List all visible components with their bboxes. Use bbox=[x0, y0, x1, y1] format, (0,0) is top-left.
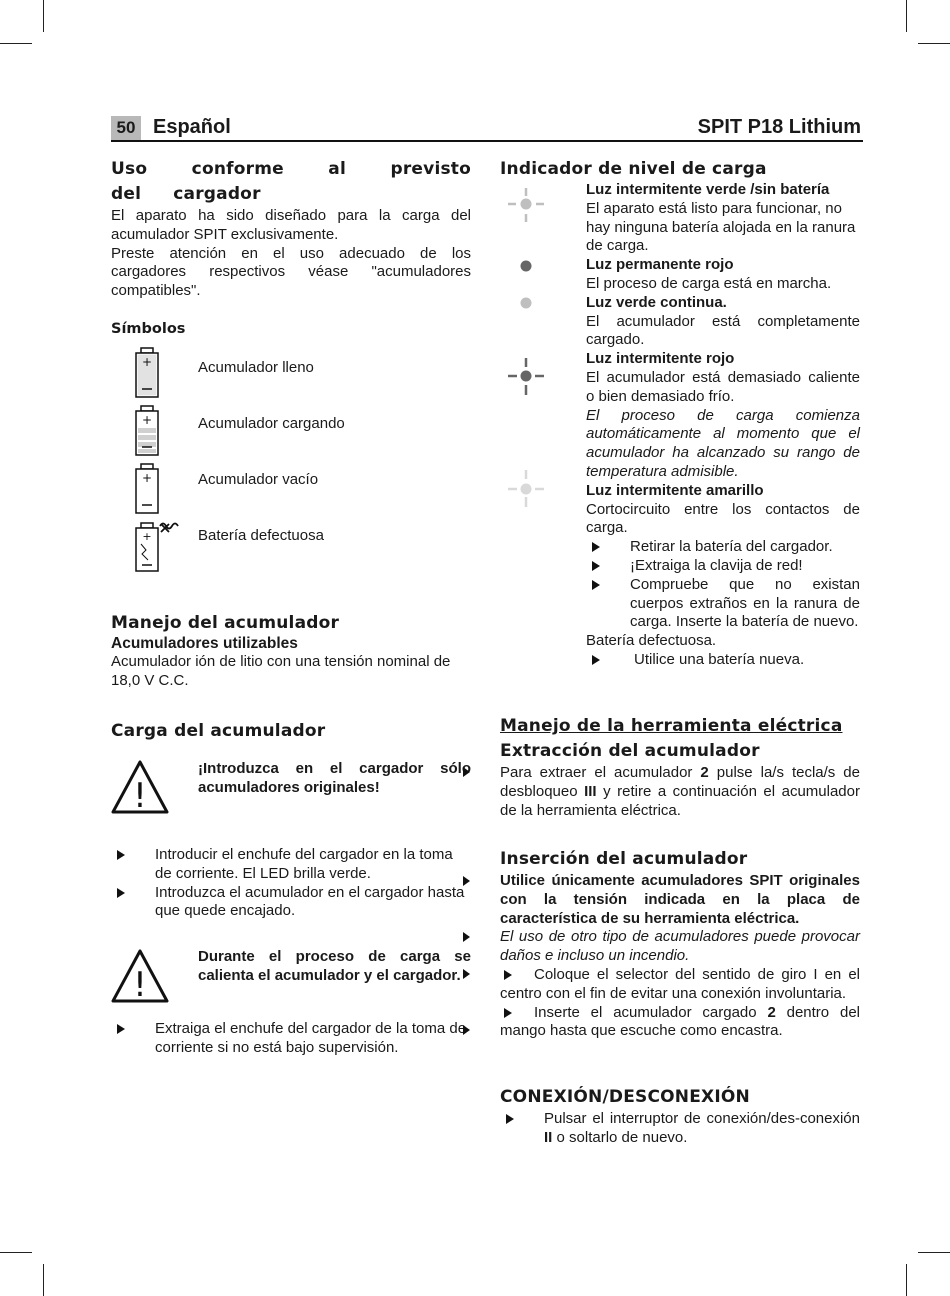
battery-charging-icon bbox=[133, 405, 161, 457]
arrow-mark bbox=[463, 767, 470, 777]
header-rule bbox=[111, 140, 863, 142]
green-steady-led-icon bbox=[518, 296, 534, 310]
crop-mark bbox=[918, 1252, 950, 1253]
battery-handling-heading: Manejo del acumulador bbox=[111, 613, 340, 633]
list-item: ¡Extraiga la clavija de red! bbox=[586, 557, 860, 576]
battery-removal-heading: Extracción del acumulador bbox=[500, 741, 760, 761]
list-item: Utilice una batería nueva. bbox=[586, 651, 860, 670]
charging-heading: Carga del acumulador bbox=[111, 721, 326, 741]
language-label: Español bbox=[153, 116, 231, 138]
crop-mark bbox=[918, 43, 950, 44]
red-blinking-led-icon bbox=[506, 356, 546, 398]
green-blink-text: El aparato está listo para funcionar, no hay ninguna batería alojada en la ranura de carga. bbox=[586, 199, 856, 255]
insertion-step-2: Inserte el acumulador cargado 2 dentro del mango hasta que escuche como encastra. bbox=[500, 1003, 860, 1040]
crop-mark bbox=[43, 1264, 44, 1296]
led-descriptions bbox=[586, 181, 860, 670]
power-tool-heading: Manejo de la herramienta eléctrica bbox=[500, 716, 843, 736]
red-blink-text: El acumulador está demasiado caliente o bien demasiado frío. bbox=[586, 368, 860, 405]
charging-steps-list bbox=[111, 846, 471, 921]
list-item: Extraiga el enchufe del cargador de la toma de corriente si no está bajo supervisión. bbox=[111, 1020, 471, 1058]
original-batteries-note: Utilice únicamente acumuladores SPIT originales con la tensión indicada en la placa de característica de su herramienta eléctrica. bbox=[500, 872, 860, 927]
green-steady-title: Luz verde continua. bbox=[586, 293, 727, 311]
list-item: Pulsar el interruptor de conexión/des-conexión II o soltarlo de nuevo. bbox=[500, 1110, 860, 1148]
battery-insertion-heading: Inserción del acumulador bbox=[500, 849, 748, 869]
svg-text:!: ! bbox=[133, 965, 147, 1004]
svg-text:+: + bbox=[142, 530, 152, 543]
symbol-label-charging: Acumulador cargando bbox=[198, 415, 345, 432]
battery-empty-icon bbox=[133, 463, 161, 515]
list-item: Compruebe que no existan cuerpos extraños en la ranura de carga. Inserte la batería de nuevo. bbox=[586, 576, 860, 632]
green-blink-title: Luz intermitente verde /sin batería bbox=[586, 181, 830, 198]
yellow-blinking-led-icon bbox=[506, 468, 546, 510]
green-blinking-led-icon bbox=[506, 186, 546, 226]
arrow-mark bbox=[463, 876, 470, 886]
symbol-label-full: Acumulador lleno bbox=[198, 359, 314, 376]
symbol-label-defective: Batería defectuosa bbox=[198, 527, 324, 544]
crop-mark bbox=[906, 0, 907, 32]
unplug-list bbox=[111, 1020, 471, 1058]
insertion-step-1: Coloque el selector del sentido de giro I en el centro con el fin de evitar una conexión involuntaria. bbox=[500, 965, 860, 1002]
list-item: Introduzca el acumulador en el cargador hasta que quede encajado. bbox=[111, 884, 471, 922]
warning-original-batteries: ¡Introduzca en el cargador sólo acumuladores originales! bbox=[198, 760, 471, 796]
warning-triangle-icon bbox=[110, 759, 170, 815]
arrow-mark bbox=[463, 1025, 470, 1035]
crop-mark bbox=[906, 1264, 907, 1296]
battery-full-icon bbox=[133, 347, 161, 399]
svg-text:+: + bbox=[141, 355, 153, 369]
red-steady-led-icon bbox=[518, 259, 534, 273]
other-batteries-warning: El uso de otro tipo de acumuladores puede provocar daños e incluso un incendio. bbox=[500, 928, 860, 965]
charge-indicator-heading: Indicador de nivel de carga bbox=[500, 159, 767, 179]
battery-removal-text: Para extraer el acumulador 2 pulse la/s tecla/s de desbloqueo III y retire a continuación el acumulador de la herramienta eléctrica. bbox=[500, 764, 860, 819]
on-off-section bbox=[500, 1085, 860, 1148]
yellow-blink-text: Cortocircuito entre los contactos de carga. bbox=[586, 500, 860, 537]
power-tool-section bbox=[500, 714, 860, 820]
arrow-bullet bbox=[504, 1008, 512, 1018]
red-steady-title: Luz permanente rojo bbox=[586, 256, 734, 274]
svg-text:+: + bbox=[141, 471, 153, 485]
intended-use-section bbox=[111, 157, 471, 301]
usable-batteries-subheading: Acumuladores utilizables bbox=[111, 635, 298, 652]
usable-batteries-text: Acumulador ión de litio con una tensión nominal de 18,0 V C.C. bbox=[111, 653, 451, 689]
red-blink-title: Luz intermitente rojo bbox=[586, 350, 735, 368]
arrow-mark bbox=[463, 969, 470, 979]
battery-insertion-section bbox=[500, 847, 860, 1041]
intended-use-paragraph-1: El aparato ha sido diseñado para la carga del acumulador SPIT exclusivamente. bbox=[111, 207, 471, 243]
intended-use-paragraph-2: Preste atención en el uso adecuado de los cargadores respectivos véase "acumuladores compatibles". bbox=[111, 244, 471, 300]
battery-defective-icon bbox=[133, 520, 183, 574]
arrow-mark bbox=[463, 932, 470, 942]
symbols-heading: Símbolos bbox=[111, 321, 186, 337]
symbol-label-empty: Acumulador vacío bbox=[198, 471, 319, 488]
warning-heat: Durante el proceso de carga se calienta el acumulador y el cargador. bbox=[198, 948, 471, 984]
arrow-bullet bbox=[504, 970, 512, 980]
list-item: Introducir el enchufe del cargador en la toma de corriente. El LED brilla verde. bbox=[111, 846, 471, 884]
intended-use-heading: Uso conforme al previsto del cargador bbox=[111, 159, 471, 204]
crop-mark bbox=[43, 0, 44, 32]
svg-text:!: ! bbox=[133, 776, 147, 815]
battery-handling-section bbox=[111, 611, 471, 691]
product-title: SPIT P18 Lithium bbox=[697, 116, 861, 138]
red-blink-note: El proceso de carga comienza automáticamente al momento que el acumulador ha alcanzado su rango de temperatura admisible. bbox=[586, 406, 860, 480]
green-steady-text: El acumulador está completamente cargado. bbox=[586, 312, 860, 349]
crop-mark bbox=[0, 43, 32, 44]
yellow-blink-title: Luz intermitente amarillo bbox=[586, 481, 764, 499]
crop-mark bbox=[0, 1252, 32, 1253]
svg-text:+: + bbox=[141, 413, 153, 427]
on-off-heading: CONEXIÓN/DESCONEXIÓN bbox=[500, 1087, 750, 1107]
list-item: Retirar la batería del cargador. bbox=[586, 538, 860, 557]
warning-triangle-icon bbox=[110, 948, 170, 1004]
page-header bbox=[111, 114, 863, 142]
red-steady-text: El proceso de carga está en marcha. bbox=[586, 274, 832, 292]
page-number: 50 bbox=[111, 116, 141, 140]
defective-battery-text: Batería defectuosa. bbox=[586, 632, 717, 650]
